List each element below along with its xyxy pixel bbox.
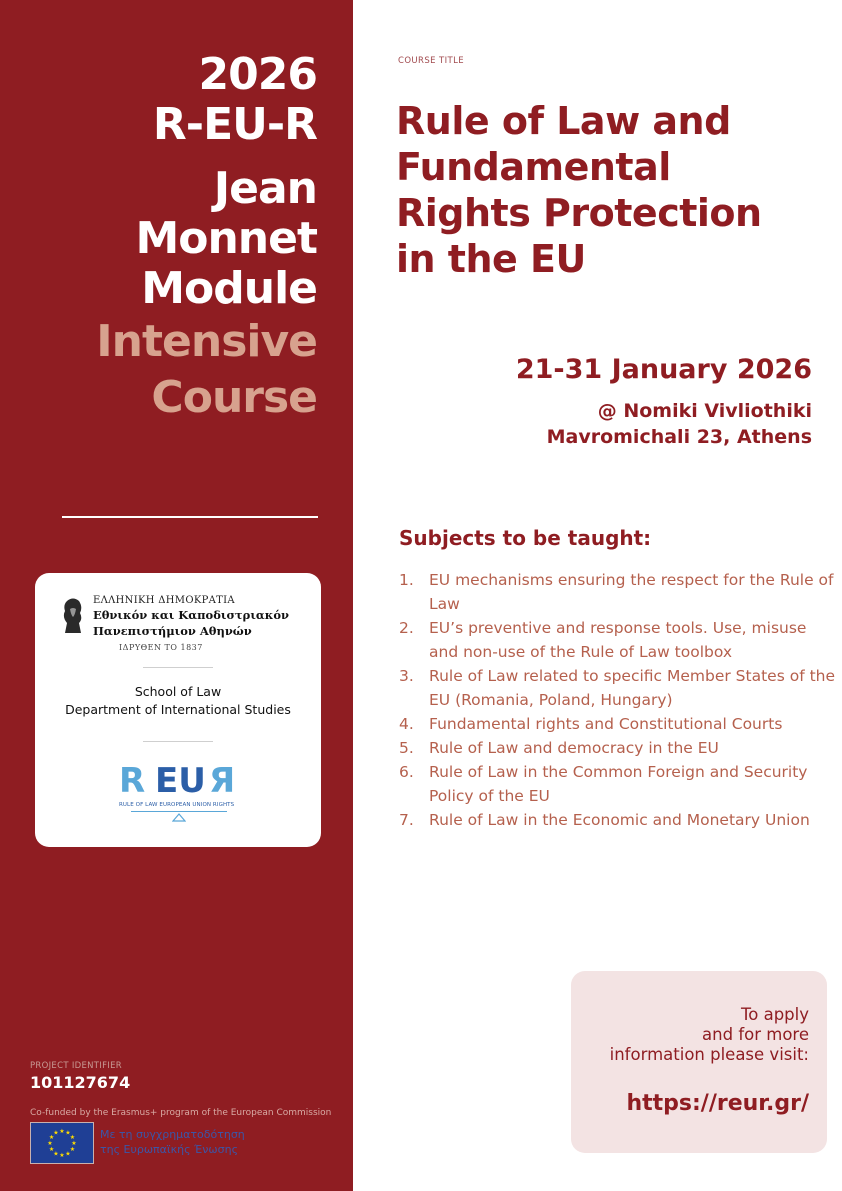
eu-star-icon: ★ xyxy=(53,1150,59,1158)
eu-star-icon: ★ xyxy=(69,1146,76,1153)
reur-logo-tagline: RULE OF LAW EUROPEAN UNION RIGHTS xyxy=(119,802,235,808)
list-item: 6. Rule of Law in the Common Foreign and Security Policy of the EU xyxy=(399,763,808,805)
course-title-line-3: Rights Protection xyxy=(396,191,762,235)
eu-star-icon: ★ xyxy=(69,1134,76,1141)
subjects-heading: Subjects to be taught: xyxy=(399,526,652,550)
uni-line-2: Εθνικόν και Καποδιστριακόν xyxy=(93,608,290,622)
university-logo xyxy=(59,591,299,651)
apply-text xyxy=(610,1005,809,1065)
course-title-label: COURSE TITLE xyxy=(398,56,465,66)
subjects-list xyxy=(399,568,839,832)
list-item: 7. Rule of Law in the Economic and Monetary Union xyxy=(399,811,810,829)
apply-line-1: To apply xyxy=(740,1005,809,1024)
hero-jean: Jean xyxy=(213,163,317,214)
athena-bust-icon xyxy=(59,597,87,637)
apply-box xyxy=(571,971,827,1153)
eu-star-icon: ★ xyxy=(65,1129,71,1137)
school-line-2: Department of International Studies xyxy=(65,702,291,717)
project-identifier-label: PROJECT IDENTIFIER xyxy=(30,1061,122,1071)
eu-star-icon: ★ xyxy=(48,1134,55,1141)
card-separator xyxy=(143,667,213,668)
course-venue xyxy=(547,398,812,450)
eu-star-icon: ★ xyxy=(53,1129,59,1137)
school-line-1: School of Law xyxy=(134,684,222,699)
list-item: 3. Rule of Law related to specific Member States of the EU (Romania, Poland, Hungary) xyxy=(399,667,836,709)
apply-link[interactable]: https://reur.gr/ xyxy=(626,1091,809,1116)
reur-logo-bar xyxy=(131,811,227,812)
hero-module: Module xyxy=(141,263,317,314)
eu-star-icon: ★ xyxy=(47,1140,53,1147)
institution-card xyxy=(35,573,321,847)
card-separator xyxy=(143,741,213,742)
divider-line xyxy=(62,516,318,518)
hero-course: Course xyxy=(151,372,317,423)
eu-star-icon: ★ xyxy=(71,1140,77,1147)
uni-founded: ΙΔΡΥΘΕΝ ΤΟ 1837 xyxy=(119,643,203,652)
course-title-line-1: Rule of Law and xyxy=(396,99,731,143)
hero-intensive: Intensive xyxy=(96,316,317,367)
uni-line-3: Πανεπιστήμιον Αθηνών xyxy=(93,624,252,638)
hero-year: 2026 xyxy=(198,49,317,100)
course-title-line-2: Fundamental xyxy=(396,145,671,189)
reur-logo xyxy=(119,761,239,823)
eu-star-icon: ★ xyxy=(65,1150,71,1158)
left-panel xyxy=(0,0,353,1191)
apply-line-3: information please visit: xyxy=(609,1045,809,1064)
apply-line-2: and for more xyxy=(702,1025,809,1044)
cofunded-note: Co-funded by the Erasmus+ program of the European Commission xyxy=(30,1108,332,1118)
right-panel xyxy=(353,0,842,1191)
venue-line-2: Mavromichali 23, Athens xyxy=(546,426,812,448)
list-item: 1. EU mechanisms ensuring the respect for the Rule of Law xyxy=(399,571,834,613)
eu-text-line-2: της Ευρωπαϊκής Ένωσης xyxy=(100,1143,239,1156)
list-item: 5. Rule of Law and democracy in the EU xyxy=(399,739,719,757)
course-title xyxy=(396,98,816,282)
project-identifier: 101127674 xyxy=(30,1073,131,1092)
course-dates: 21-31 January 2026 xyxy=(515,354,812,385)
hero-acronym: R-EU-R xyxy=(152,99,317,150)
uni-line-1: ΕΛΛΗΝΙΚΗ ΔΗΜΟΚΡΑΤΙΑ xyxy=(93,595,235,606)
eu-cofunding-text xyxy=(100,1127,245,1157)
reur-logo-eu: EU xyxy=(155,761,206,801)
eu-text-line-1: Με τη συγχρηματοδότηση xyxy=(100,1128,245,1141)
list-item: 2. EU’s preventive and response tools. Use, misuse and non-use of the Rule of Law toolbox xyxy=(399,619,807,661)
eu-flag-icon xyxy=(30,1122,94,1164)
reur-logo-r-mirrored: Я xyxy=(209,761,236,801)
eu-star-icon: ★ xyxy=(59,1128,65,1135)
school-name xyxy=(35,683,321,719)
hero-heading xyxy=(96,50,317,426)
venue-line-1: @ Nomiki Vivliothiki xyxy=(597,400,812,422)
list-item: 4. Fundamental rights and Constitutional Courts xyxy=(399,715,783,733)
eu-star-icon: ★ xyxy=(59,1152,65,1159)
scale-triangle-icon xyxy=(172,813,186,822)
course-title-line-4: in the EU xyxy=(396,237,586,281)
eu-star-icon: ★ xyxy=(48,1146,55,1153)
hero-monnet: Monnet xyxy=(135,213,317,264)
reur-logo-r: R xyxy=(119,761,146,801)
